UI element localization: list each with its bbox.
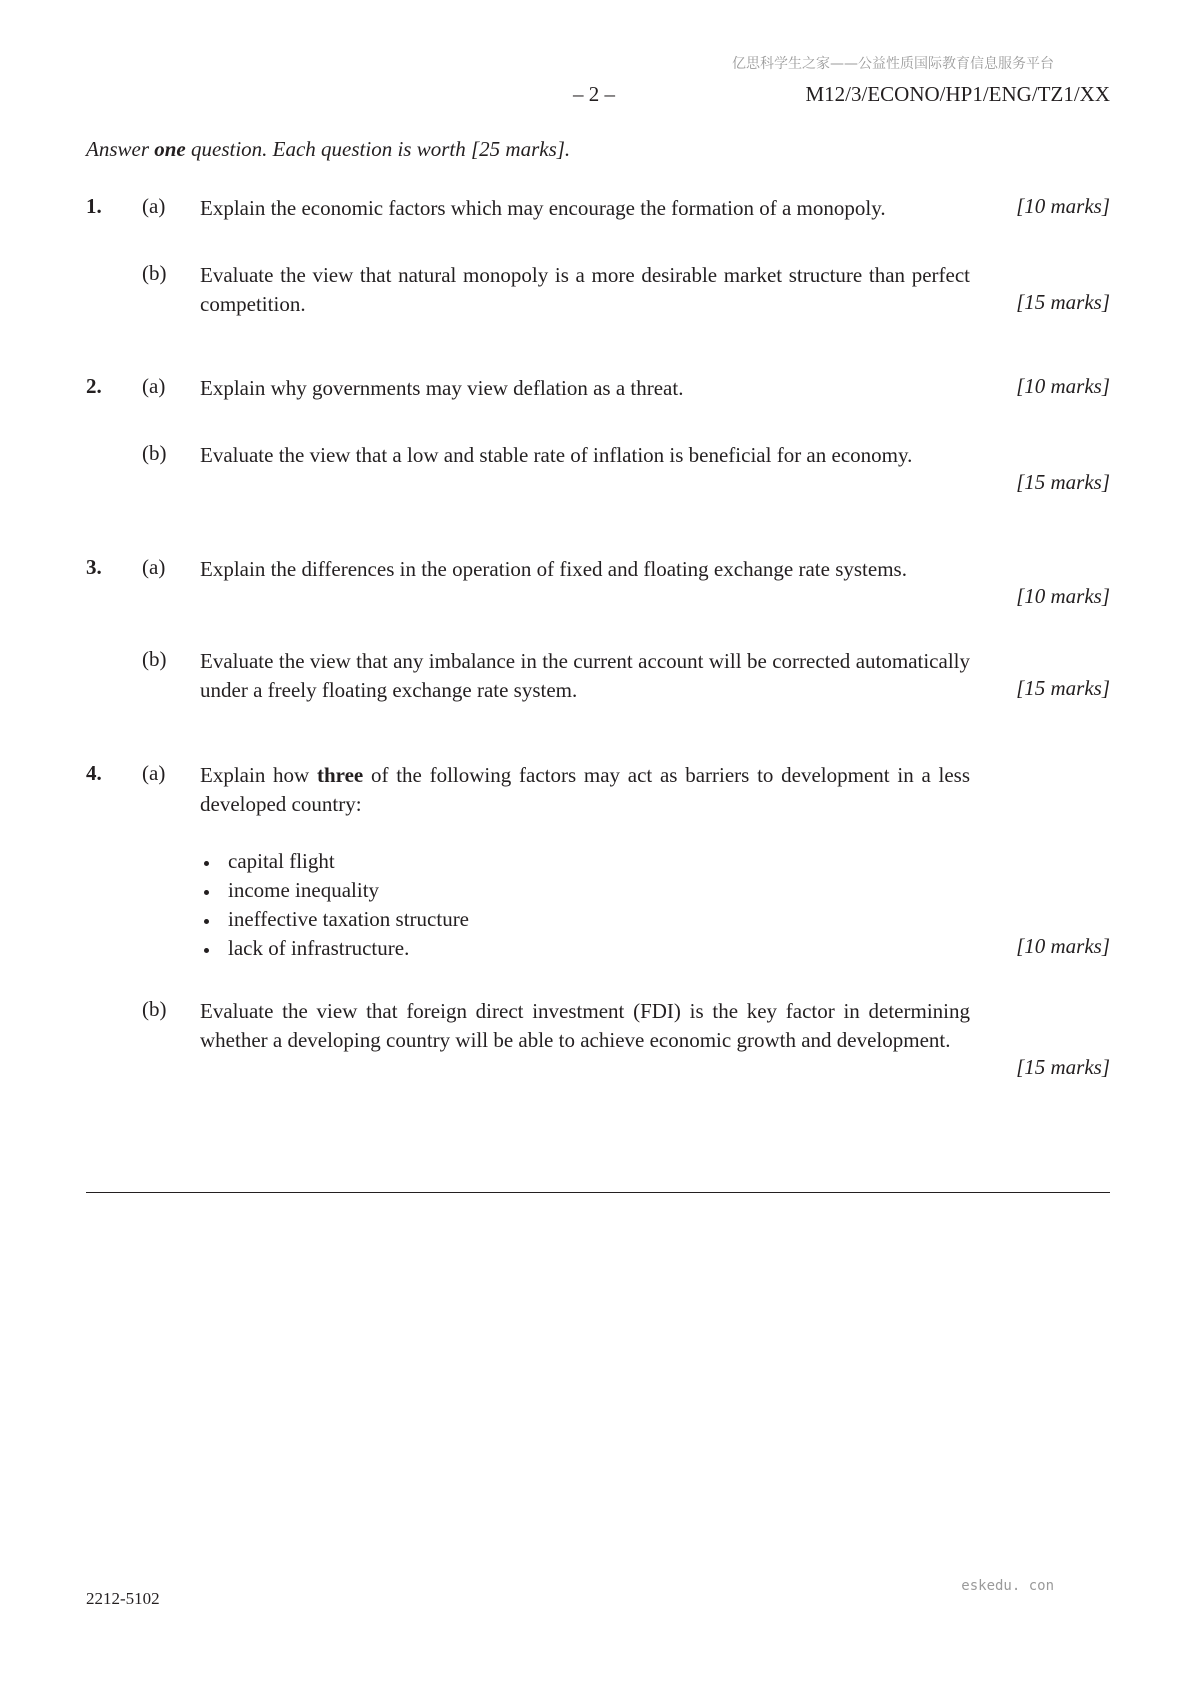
header-watermark: 亿思科学生之家——公益性质国际教育信息服务平台	[732, 56, 1054, 72]
document-number: 2212-5102	[86, 1589, 160, 1608]
question-3a-text: Explain the differences in the operation of fixed and floating exchange rate systems.	[200, 557, 907, 581]
list-item: capital flight	[200, 847, 469, 876]
question-2b-text: Evaluate the view that a low and stable rate of inflation is beneficial for an economy.	[200, 443, 913, 467]
question-1b-marks: [15 marks]	[1016, 290, 1110, 314]
instruction	[86, 137, 570, 162]
question-4b-marks: [15 marks]	[1016, 1055, 1110, 1079]
question-4b-label: (b)	[142, 997, 167, 1021]
instruction-suffix: question. Each question is worth [25 marks].	[185, 137, 571, 161]
exam-code: M12/3/ECONO/HP1/ENG/TZ1/XX	[805, 82, 1110, 106]
question-3a-marks: [10 marks]	[1016, 584, 1110, 608]
question-3-number: 3.	[86, 555, 102, 579]
question-1-number: 1.	[86, 194, 102, 218]
question-3b-label: (b)	[142, 647, 167, 671]
question-2a-marks: [10 marks]	[1016, 374, 1110, 398]
question-4a-emphasis: three	[316, 763, 364, 787]
list-item: lack of infrastructure.	[200, 934, 469, 963]
question-3b-text: Evaluate the view that any imbalance in the current account will be corrected automatically under a freely floating exchange rate system.	[200, 649, 970, 702]
question-3a-label: (a)	[142, 555, 166, 579]
question-1b-label: (b)	[142, 261, 167, 285]
page-number: – 2 –	[573, 82, 615, 106]
list-item: income inequality	[200, 876, 469, 905]
question-2-number: 2.	[86, 374, 102, 398]
question-1a-marks: [10 marks]	[1016, 194, 1110, 218]
question-4-number: 4.	[86, 761, 102, 785]
question-4a-marks: [10 marks]	[1016, 934, 1110, 958]
question-2b-label: (b)	[142, 441, 167, 465]
question-4a-label: (a)	[142, 761, 166, 785]
instruction-prefix: Answer	[86, 137, 155, 161]
footer-watermark: eskedu. con	[961, 1578, 1054, 1594]
question-4b-text: Evaluate the view that foreign direct investment (FDI) is the key factor in determining whether a developing country will be able to achieve economic growth and development.	[200, 999, 970, 1052]
question-4a-text-suffix: of the following factors may act as barriers to development in a less developed country:	[200, 763, 971, 816]
question-4a-text-prefix: Explain how	[200, 763, 317, 787]
question-4a-text	[200, 761, 970, 819]
question-2a-label: (a)	[142, 374, 166, 398]
question-1a-text: Explain the economic factors which may encourage the formation of a monopoly.	[200, 196, 886, 220]
question-3b-marks: [15 marks]	[1016, 676, 1110, 700]
question-1a-label: (a)	[142, 194, 166, 218]
list-item: ineffective taxation structure	[200, 905, 469, 934]
end-rule	[86, 1192, 1110, 1193]
question-2b-marks: [15 marks]	[1016, 470, 1110, 494]
question-1b-text: Evaluate the view that natural monopoly is a more desirable market structure than perfect competition.	[200, 263, 970, 316]
instruction-emphasis: one	[154, 137, 186, 161]
question-2a-text: Explain why governments may view deflation as a threat.	[200, 376, 684, 400]
